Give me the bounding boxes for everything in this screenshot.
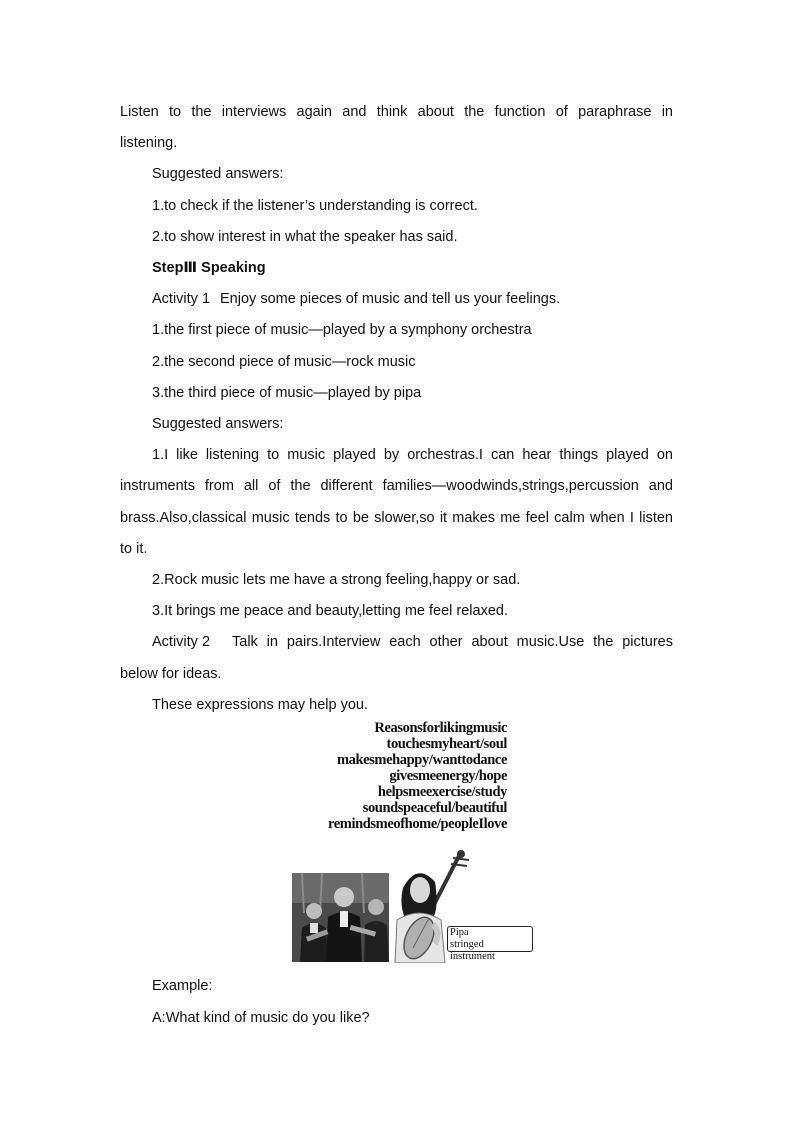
suggested-answer-pipa: 3.It brings me peace and beauty,letting me feel relaxed. (152, 603, 509, 619)
suggested-answers-heading: Suggested answers: (152, 166, 284, 182)
answer-1-line-1: 1.I like listening to music played by orchestras.I can hear things played on (152, 447, 673, 463)
example-question: A:What kind of music do you like? (152, 1010, 370, 1026)
answer-1-line-3: brass.Also,classical music tends to be slower,so it makes me feel calm when I listen (120, 510, 673, 526)
pipa-caption-box (447, 926, 533, 962)
intro-line-1: Listen to the interviews again and think about the function of paraphrase in (120, 104, 673, 120)
pipa-caption-subtitle: stringed instrument (450, 939, 495, 962)
activity-1-instruction (152, 290, 560, 308)
expressions-list (328, 720, 507, 832)
helper-text: These expressions may help you. (152, 697, 368, 713)
expression-line: Reasonsforlikingmusic (374, 720, 507, 736)
step-heading: StepⅢ Speaking (152, 260, 266, 276)
pipa-caption-title: Pipa (450, 927, 469, 938)
expression-line: givesmeenergy/hope (389, 768, 507, 784)
activity-1-text: Enjoy some pieces of music and tell us your feelings. (220, 291, 561, 307)
activity-2-text-continued: below for ideas. (120, 666, 222, 682)
suggested-answers-heading: Suggested answers: (152, 416, 284, 432)
suggested-answer-2: 2.to show interest in what the speaker has said. (152, 229, 458, 245)
intro-line-2: listening. (120, 135, 178, 151)
activity-1-item: 3.the third piece of music—played by pipa (152, 385, 422, 401)
activity-2-text: Talk in pairs.Interview each other about music.Use the pictures (232, 634, 673, 650)
activity-1-label: Activity 1 (152, 291, 211, 307)
expression-line: soundspeaceful/beautiful (362, 800, 507, 816)
activity-1-item: 1.the first piece of music—played by a symphony orchestra (152, 322, 532, 338)
expression-line: makesmehappy/wanttodance (336, 752, 507, 768)
expression-line: helpsmeexercise/study (377, 784, 507, 800)
activity-2-label: Activity 2 (152, 634, 211, 650)
activity-1-item: 2.the second piece of music—rock music (152, 354, 416, 370)
expression-line: remindsmeofhome/peopleIlove (327, 816, 507, 832)
example-heading: Example: (152, 978, 213, 994)
answer-1-line-4: to it. (120, 541, 148, 557)
suggested-answer-1: 1.to check if the listener’s understanding is correct. (152, 198, 478, 214)
activity-2-instruction (152, 633, 673, 651)
suggested-answer-rock: 2.Rock music lets me have a strong feeling,happy or sad. (152, 572, 521, 588)
expression-line: touchesmyheart/soul (386, 736, 507, 752)
orchestra-photo (292, 873, 389, 962)
answer-1-line-2: instruments from all of the different families—woodwinds,strings,percussion and (120, 478, 673, 494)
